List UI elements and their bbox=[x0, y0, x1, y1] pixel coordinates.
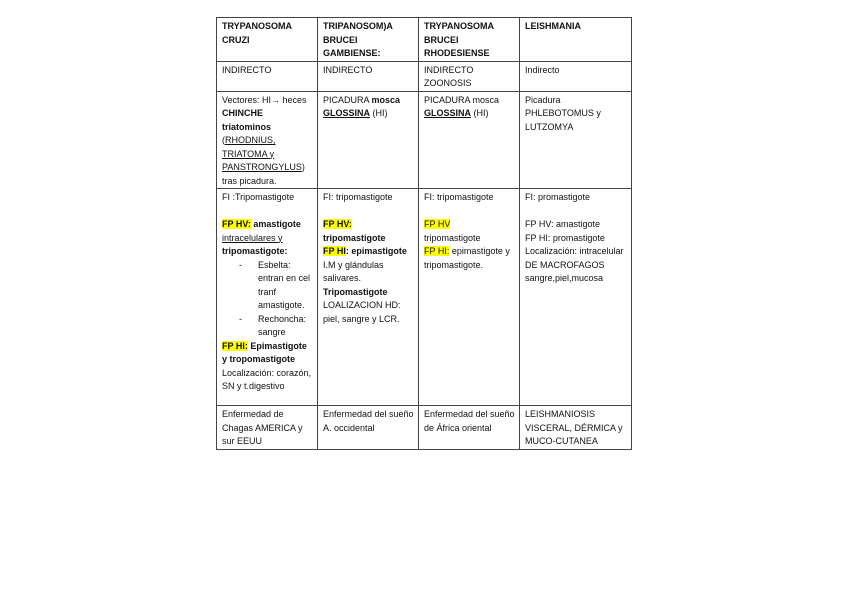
text-run: ( bbox=[222, 135, 225, 145]
cell-line bbox=[424, 245, 515, 272]
highlight-label: FP HV bbox=[424, 219, 451, 229]
highlight-label: FP HV: bbox=[222, 219, 251, 229]
cell-line bbox=[323, 218, 414, 232]
cell-line: tripomastigote bbox=[323, 232, 386, 243]
cell-line bbox=[323, 245, 414, 259]
text-run: epimastigote y tripomastigote. bbox=[424, 246, 510, 270]
cell-line bbox=[424, 218, 515, 232]
header-cell: TRYPANOSOMA CRUZI bbox=[217, 18, 318, 62]
highlight-label: FP HI bbox=[323, 246, 346, 256]
table-cell bbox=[419, 91, 520, 189]
cell-line: tripomastigote: bbox=[222, 246, 288, 256]
highlight-label: FP HI: bbox=[222, 340, 248, 351]
cell-line: intracelulares y bbox=[222, 232, 283, 243]
cell-line: Localización: intracelular DE MACROFAGOS bbox=[525, 246, 624, 270]
cell-line: FI: tripomastigote bbox=[424, 192, 494, 202]
cell-line: Tripomastigote bbox=[323, 286, 388, 297]
cell-line: FP HI: promastigote bbox=[525, 232, 605, 243]
table-cell: LEISHMANIOSIS VISCERAL, DÉRMICA y MUCO-CUTANEA bbox=[520, 406, 632, 450]
table-cell: INDIRECTO bbox=[217, 61, 318, 91]
table-cell: Picadura PHLEBOTOMUS y LUTZOMYA bbox=[520, 91, 632, 189]
cell-line: tripomastigote bbox=[424, 232, 481, 243]
table-row-transmission bbox=[217, 61, 632, 91]
cell-line: FI: tripomastigote bbox=[323, 192, 393, 202]
text-run: PICADURA bbox=[323, 94, 372, 105]
text-run-bold: CHINCHE triatominos bbox=[222, 108, 272, 132]
table-cell bbox=[419, 189, 520, 406]
cell-line: INDIRECTO bbox=[424, 64, 474, 75]
text-run: ) tras picadura. bbox=[222, 162, 305, 186]
cell-line: FI: promastigote bbox=[525, 192, 591, 202]
text-run-underline: GLOSSINA bbox=[424, 108, 472, 118]
table-row-header bbox=[217, 18, 632, 62]
text-run-bold: Epimastigote y tropomastigote bbox=[222, 340, 307, 364]
cell-line: I.M y glándulas salivares. bbox=[323, 259, 384, 283]
cell-line: ZOONOSIS bbox=[424, 78, 472, 88]
table-cell bbox=[318, 189, 419, 406]
table-cell bbox=[217, 189, 318, 406]
highlight-label: FP HI: bbox=[424, 246, 450, 256]
text-run: (HI) bbox=[471, 108, 489, 118]
header-cell: TRIPANOSOM)A BRUCEI GAMBIENSE: bbox=[318, 18, 419, 62]
table-row-forms bbox=[217, 189, 632, 406]
text-run: heces bbox=[280, 94, 307, 105]
table-cell: Enfermedad de Chagas AMERICA y sur EEUU bbox=[217, 406, 318, 450]
arrow-right-icon: → bbox=[271, 94, 281, 105]
cell-line: FI :Tripomastigote bbox=[222, 192, 295, 202]
text-run: PICADURA mosca bbox=[424, 94, 500, 105]
form-list bbox=[222, 259, 313, 340]
cell-line bbox=[222, 218, 313, 232]
table-cell: INDIRECTO bbox=[318, 61, 419, 91]
table-cell bbox=[217, 91, 318, 189]
list-item: - Rechoncha: sangre bbox=[222, 313, 313, 340]
parasite-comparison-table bbox=[216, 17, 632, 450]
cell-line: LOALIZACION HD: piel, sangre y LCR. bbox=[323, 300, 401, 324]
cell-line: Localización: corazón, SN y t.digestivo bbox=[222, 367, 312, 391]
text-run-bold: : epimastigote bbox=[345, 246, 407, 256]
table-cell: Indirecto bbox=[520, 61, 632, 91]
table-row-vector bbox=[217, 91, 632, 189]
header-cell: LEISHMANIA bbox=[520, 18, 632, 62]
table-cell bbox=[419, 61, 520, 91]
text-run: Vectores: HI bbox=[222, 94, 272, 105]
text-run-underline: RHODNIUS, TRIATOMA y PANSTRONGYLUS bbox=[222, 135, 302, 172]
text-run: (HI) bbox=[370, 108, 388, 118]
cell-line: FP HV: amastigote bbox=[525, 219, 601, 229]
cell-line bbox=[222, 340, 313, 367]
table-cell bbox=[520, 189, 632, 406]
table-cell: Enfermedad del sueño de África oriental bbox=[419, 406, 520, 450]
text-run-underline: GLOSSINA bbox=[323, 108, 371, 118]
cell-line: sangre,piel,mucosa bbox=[525, 273, 604, 283]
table-cell: Enfermedad del sueño A. occidental bbox=[318, 406, 419, 450]
text-run-bold: amastigote bbox=[250, 219, 301, 229]
text-run-bold: mosca bbox=[371, 94, 401, 105]
list-item: - Esbelta: entran en cel tranf amastigote. bbox=[222, 259, 313, 313]
header-cell: TRYPANOSOMA BRUCEI RHODESIENSE bbox=[419, 18, 520, 62]
table-row-disease bbox=[217, 406, 632, 450]
table-cell bbox=[318, 91, 419, 189]
highlight-label: FP HV: bbox=[323, 219, 352, 229]
